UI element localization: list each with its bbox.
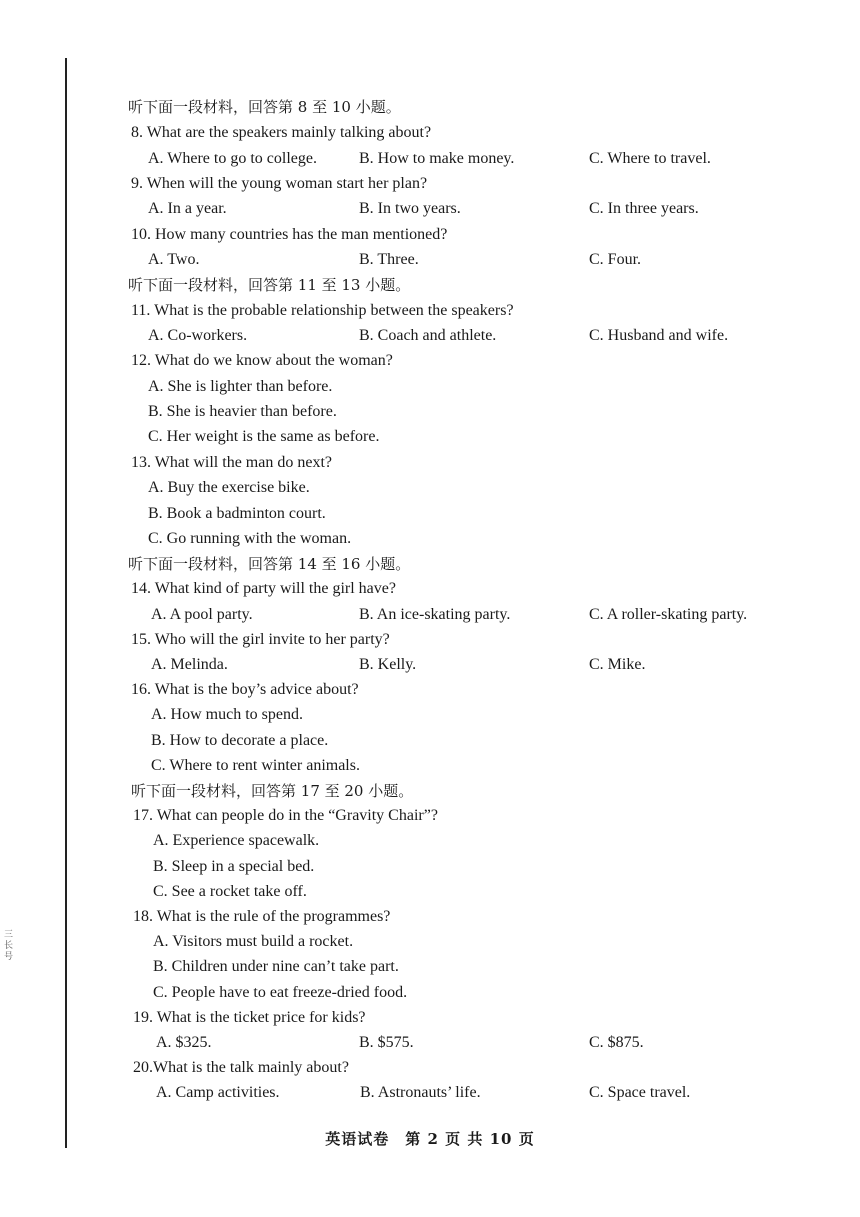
question-17: 17. What can people do in the “Gravity Chair”? bbox=[133, 807, 438, 824]
question-18: 18. What is the rule of the programmes? bbox=[133, 908, 391, 925]
q16-option-b: B. How to decorate a place. bbox=[151, 732, 329, 749]
q10-option-b: B. Three. bbox=[359, 251, 419, 268]
binding-margin-line bbox=[65, 58, 67, 1148]
q9-option-c: C. In three years. bbox=[589, 200, 699, 217]
question-8: 8. What are the speakers mainly talking about? bbox=[131, 124, 432, 141]
q8-option-b: B. How to make money. bbox=[359, 150, 515, 167]
q8-option-c: C. Where to travel. bbox=[589, 150, 711, 167]
section-heading-17-20: 听下面一段材料，回答第 17 至 20 小题。 bbox=[131, 782, 414, 800]
q15-option-c: C. Mike. bbox=[589, 656, 646, 673]
q19-option-b: B. $575. bbox=[359, 1034, 414, 1051]
q12-option-a: A. She is lighter than before. bbox=[148, 378, 333, 395]
q19-option-a: A. $325. bbox=[156, 1034, 212, 1051]
question-12: 12. What do we know about the woman? bbox=[131, 352, 393, 369]
q10-option-a: A. Two. bbox=[148, 251, 200, 268]
question-13: 13. What will the man do next? bbox=[131, 454, 332, 471]
q17-option-b: B. Sleep in a special bed. bbox=[153, 858, 315, 875]
q8-option-a: A. Where to go to college. bbox=[148, 150, 317, 167]
question-16: 16. What is the boy’s advice about? bbox=[131, 681, 359, 698]
q9-option-a: A. In a year. bbox=[148, 200, 227, 217]
q12-option-c: C. Her weight is the same as before. bbox=[148, 428, 380, 445]
question-19: 19. What is the ticket price for kids? bbox=[133, 1009, 366, 1026]
q12-option-b: B. She is heavier than before. bbox=[148, 403, 337, 420]
q16-option-a: A. How much to spend. bbox=[151, 706, 303, 723]
section-heading-11-13: 听下面一段材料，回答第 11 至 13 小题。 bbox=[128, 276, 411, 294]
q17-option-c: C. See a rocket take off. bbox=[153, 883, 307, 900]
q19-option-c: C. $875. bbox=[589, 1034, 644, 1051]
q13-option-c: C. Go running with the woman. bbox=[148, 530, 352, 547]
q18-option-b: B. Children under nine can’t take part. bbox=[153, 958, 399, 975]
question-11: 11. What is the probable relationship between the speakers? bbox=[131, 302, 514, 319]
question-9: 9. When will the young woman start her plan? bbox=[131, 175, 428, 192]
side-margin-mark: 三 长 号 bbox=[4, 930, 14, 962]
q11-option-c: C. Husband and wife. bbox=[589, 327, 729, 344]
q15-option-a: A. Melinda. bbox=[151, 656, 228, 673]
q20-option-c: C. Space travel. bbox=[589, 1084, 691, 1101]
q13-option-b: B. Book a badminton court. bbox=[148, 505, 326, 522]
q20-option-b: B. Astronauts’ life. bbox=[360, 1084, 481, 1101]
q14-option-a: A. A pool party. bbox=[151, 606, 253, 623]
q11-option-a: A. Co-workers. bbox=[148, 327, 248, 344]
q13-option-a: A. Buy the exercise bike. bbox=[148, 479, 310, 496]
q15-option-b: B. Kelly. bbox=[359, 656, 417, 673]
q11-option-b: B. Coach and athlete. bbox=[359, 327, 497, 344]
section-heading-8-10: 听下面一段材料，回答第 8 至 10 小题。 bbox=[128, 98, 401, 116]
q9-option-b: B. In two years. bbox=[359, 200, 461, 217]
q16-option-c: C. Where to rent winter animals. bbox=[151, 757, 360, 774]
section-heading-14-16: 听下面一段材料，回答第 14 至 16 小题。 bbox=[128, 555, 411, 573]
page-footer: 英语试卷 第 2 页 共 10 页 bbox=[325, 1130, 535, 1148]
q10-option-c: C. Four. bbox=[589, 251, 642, 268]
q18-option-a: A. Visitors must build a rocket. bbox=[153, 933, 354, 950]
q18-option-c: C. People have to eat freeze-dried food. bbox=[153, 984, 408, 1001]
question-15: 15. Who will the girl invite to her party? bbox=[131, 631, 390, 648]
question-20: 20.What is the talk mainly about? bbox=[133, 1059, 349, 1076]
q14-option-c: C. A roller-skating party. bbox=[589, 606, 748, 623]
q14-option-b: B. An ice-skating party. bbox=[359, 606, 511, 623]
q20-option-a: A. Camp activities. bbox=[156, 1084, 280, 1101]
q17-option-a: A. Experience spacewalk. bbox=[153, 832, 320, 849]
question-14: 14. What kind of party will the girl have? bbox=[131, 580, 396, 597]
question-10: 10. How many countries has the man mentioned? bbox=[131, 226, 448, 243]
